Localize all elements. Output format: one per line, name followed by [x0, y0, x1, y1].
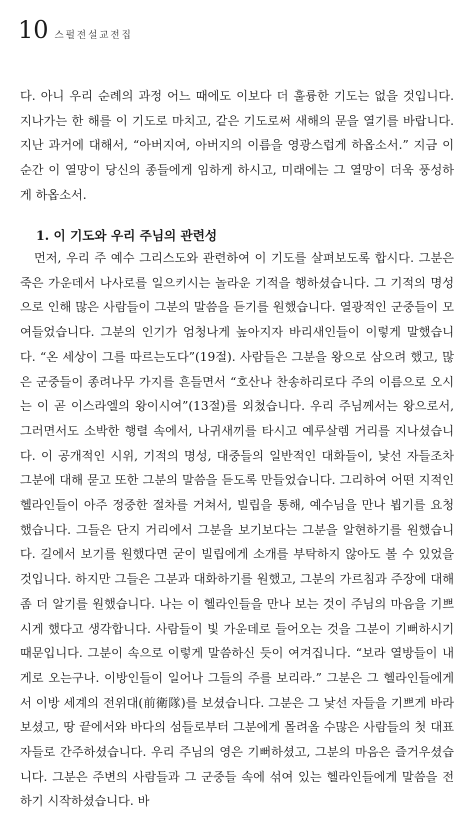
- running-title: 스펄전설교전집: [54, 30, 133, 41]
- intro-text-block: [20, 84, 454, 208]
- intro-paragraph: 다. 아니 우리 순례의 과정 어느 때에도 이보다 더 훌륭한 기도는 없을 것입니다. 지나가는 한 해를 이 기도로 마치고, 같은 기도로써 새해의 문을 열기를 바랍니다. 지난 과거에 대해서, “아버지여, 아버지의 이름을 영광스럽게 하옵소서.” 지금 이 순간 이 열망이 당신의 종들에게 임하게 하시고, 미래에는 그 열망이 더욱 풍성하게 하옵소서.: [20, 89, 454, 202]
- section-body-paragraph: 먼저, 우리 주 예수 그리스도와 관련하여 이 기도를 살펴보도록 합시다. 그분은 죽은 가운데서 나사로를 일으키시는 놀라운 기적을 행하셨습니다. 그 기적의 명성으로 인해 많은 사람들이 그분의 말씀을 듣기를 원했습니다. 열광적인 군중들이 모여들었습니다. 그분의 인기가 엄청나게 높아지자 바리새인들이 이렇게 말했습니다. “온 세상이 그를 따르는도다”(19절). 사람들은 그분을 왕으로 삼으려 했고, 많은 군중들이 종려나무 가지를 흔들면서 “호산나 찬송하리로다 주의 이름으로 오시는 이 곧 이스라엘의 왕이시여”(13절)를 외쳤습니다. 우리 주님께서는 왕으로서, 그러면서도 소박한 행렬 속에서, 나귀새끼를 타시고 예루살렘 거리를 지나셨습니다. 이 공개적인 시위, 기적의 명성, 대중들의 일반적인 대화들이, 낯선 자들조차 그분에 대해 묻고 또한 그분의 말씀을 듣도록 만들었습니다. 그리하여 어떤 지적인 헬라인들이 아주 정중한 절차를 거쳐서, 빌립을 통해, 예수님을 만나 뵙기를 요청했습니다. 그들은 단지 거리에서 그분을 보기보다는 그분을 알현하기를 원했습니다. 길에서 보기를 원했다면 굳이 빌립에게 소개를 부탁하지 않아도 볼 수 있었을 것입니다. 하지만 그들은 그분과 대화하기를 원했고, 그분의 가르침과 주장에 대해 좀 더 알기를 원했습니다. 나는 이 헬라인들을 만나 보는 것이 주님의 마음을 기쁘시게 했다고 생각합니다. 사람들이 빛 가운데로 들어오는 것을 그분이 기뻐하시기 때문입니다. 그분이 속으로 이렇게 말씀하신 듯이 여겨집니다. “보라 열방들이 내게로 오는구나. 이방인들이 일어나 그들의 주를 보리라.” 그분은 그 헬라인들에게서 이방 세계의 전위대(前衛隊)를 보셨습니다. 그분은 그 낯선 자들을 기쁘게 바라보셨고, 땅 끝에서와 바다의 섬들로부터 그분에게 몰려올 수많은 사람들의 첫 대표자들로 간주하셨습니다. 우리 주님의 영은 기뻐하셨고, 그분의 마음은 즐거우셨습니다. 그분은 주변의 사람들과 그 군중들 속에 섞여 있는 헬라인들에게 말씀을 전하기 시작하셨습니다. 바: [20, 251, 454, 809]
- section-heading: 1. 이 기도와 우리 주님의 관련성: [36, 228, 218, 243]
- section-text-block: [20, 246, 454, 814]
- page-header: [18, 18, 133, 42]
- page-number: 10: [18, 16, 49, 44]
